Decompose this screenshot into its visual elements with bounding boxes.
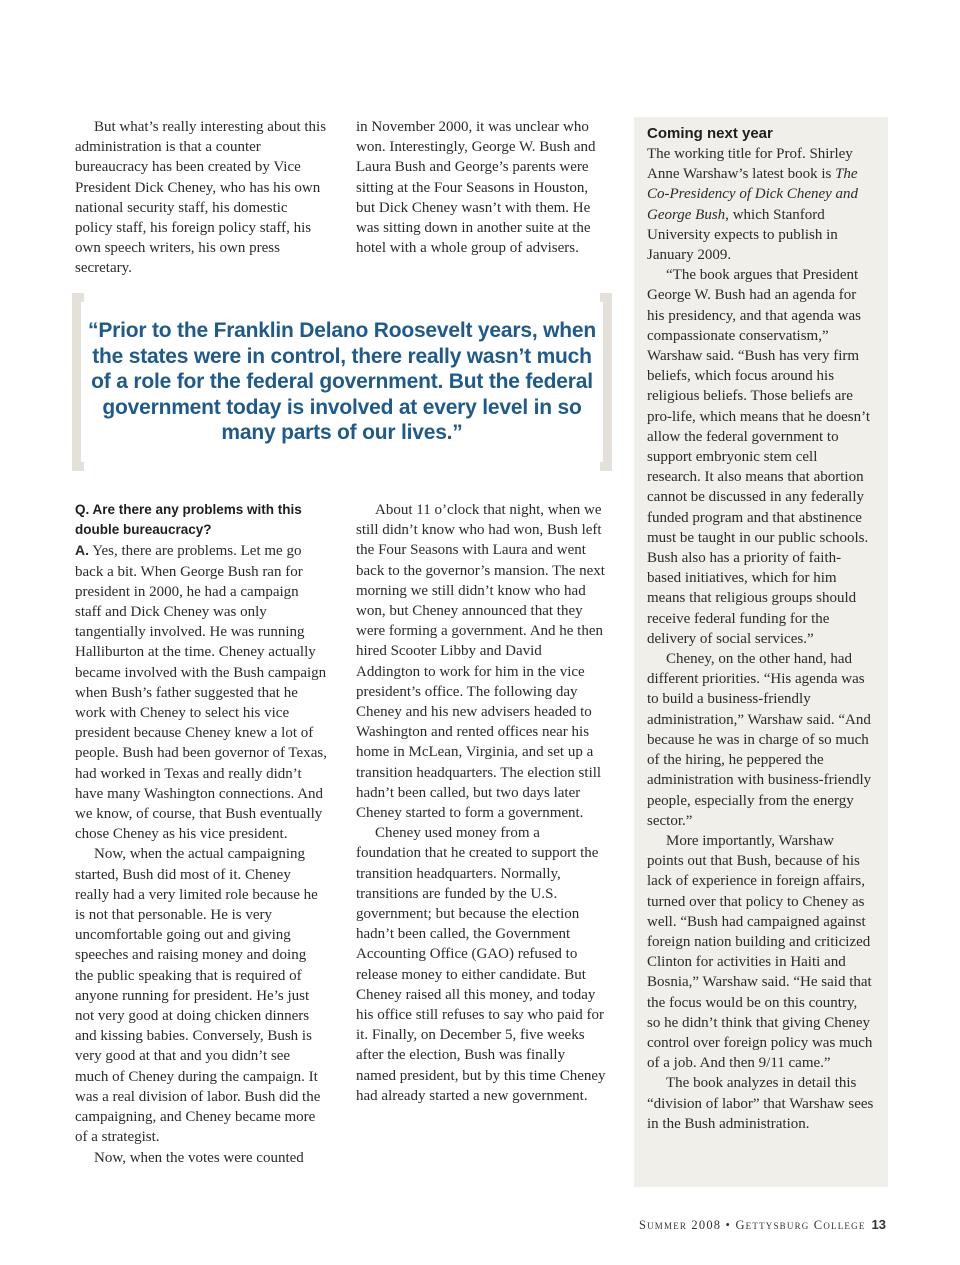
paragraph: Now, when the actual campaigning started, Bush did most of it. Cheney really had a very limited role because he is not that personable. He is very uncomfortable going out and giving speeches and raising money and doing the public speaking that is required of anyone running for president. He’s just not very good at doing chicken dinners and kissing babies. Conversely, Bush is very good at that and you didn’t see much of Cheney during the campaign. It was a real division of labor. Bush did the campaigning, and Cheney became more of a strategist. bbox=[75, 846, 321, 1146]
paragraph: “The book argues that President George W. Bush had an agenda for his presidency, and that agenda was compassionate conservatism,” Warshaw said. “Bush has very firm beliefs, which focus around his religious beliefs. Those beliefs are pro-life, which means that he doesn’t allow the federal government to support embryonic stem cell research. It also means that abortion cannot be discussed in any federally funded program and that abstinence must be taught in our public schools. Bush also has a priority of faith-based initiatives, which for him means that religious groups should receive federal funding for the delivery of social services.” bbox=[647, 267, 870, 647]
paragraph: The book analyzes in detail this “division of labor” that Warshaw sees in the Bush administration. bbox=[647, 1075, 874, 1132]
page-footer bbox=[639, 1217, 886, 1233]
sidebar-body bbox=[647, 144, 874, 1134]
sidebar-heading: Coming next year bbox=[647, 125, 773, 142]
text-run: which Stanford University expects to publish in January 2009. bbox=[647, 206, 838, 264]
paragraph: Now, when the votes were counted bbox=[94, 1149, 304, 1166]
sidebar-box bbox=[634, 117, 888, 1187]
right-bracket-decoration bbox=[600, 293, 612, 471]
paragraph bbox=[75, 540, 327, 844]
article-column-2-top bbox=[356, 117, 608, 258]
interview-question: Q. Are there any problems with this double bureaucracy? bbox=[75, 502, 302, 538]
book-title: The Co-Presidency of Dick Cheney and George Bush, bbox=[647, 166, 859, 223]
answer-text: Yes, there are problems. Let me go back a bit. When George Bush ran for president in 2000, he had a campaign staff and Dick Cheney was only tangentially involved. He was running Halliburton at the time. Cheney actually became involved with the Bush campaign when Bush’s father suggested that he work with Cheney to select his vice president because Cheney knew a lot of people. Bush had been governor of Texas, had worked in Texas and really didn’t have many Washington connections. And we know, of course, that Bush eventually chose Cheney as his vice president. bbox=[75, 543, 327, 843]
article-column-1-bottom bbox=[75, 500, 327, 1168]
article-column-2-bottom bbox=[356, 500, 608, 1106]
paragraph: More importantly, Warshaw points out that Bush, because of his lack of experience in foreign affairs, turned over that policy to Cheney as well. “Bush had campaigned against foreign nation building and criticized Clinton for activities in Haiti and Bosnia,” Warshaw said. “He said that the focus would be on this country, so he didn’t think that giving Cheney control over foreign policy was much of a job. And then 9/11 came.” bbox=[647, 832, 873, 1072]
paragraph bbox=[647, 144, 874, 265]
text-run: The working title for Prof. Shirley Anne Warshaw’s latest book is bbox=[647, 146, 853, 183]
footer-text: Summer 2008 • Gettysburg College bbox=[638, 1218, 866, 1232]
answer-label: A. bbox=[75, 542, 89, 559]
paragraph: Cheney used money from a foundation that he created to support the transition headquarters. Normally, transitions are funded by the U.S. government; but because the election hadn’t been called, the Government Accounting Office (GAO) refused to release money to either candidate. But Cheney raised all this money, and today his office still refuses to say who paid for it. Finally, on December 5, five weeks after the election, Bush was finally named president, but by this time Cheney had already started a new government. bbox=[356, 825, 606, 1104]
paragraph: About 11 o’clock that night, when we still didn’t know who had won, Bush left the Four Seasons with Laura and went back to the governor’s mansion. The next morning we still didn’t know who had won, but Cheney announced that they were forming a government. And he then hired Scooter Libby and David Addington to work for him in the vice president’s office. The following day Cheney and his new advisers headed to Washington and rented offices near his home in McLean, Virginia, and set up a transition headquarters. The election still hadn’t been called, but two days later Cheney started to form a government. bbox=[356, 502, 605, 822]
article-column-1-top bbox=[75, 117, 327, 279]
paragraph: in November 2000, it was unclear who won. Interestingly, George W. Bush and Laura Bush and George’s parents were sitting at the Four Seasons in Houston, but Dick Cheney wasn’t with them. He was sitting down in another suite at the hotel with a whole group of advisers. bbox=[356, 119, 596, 257]
page-number: 13 bbox=[871, 1217, 886, 1232]
paragraph: Cheney, on the other hand, had different priorities. “His agenda was to build a business-friendly administration,” Warshaw said. “And because he was in charge of so much of the hiring, he peppered the administration with business-friendly people, especially from the energy sector.” bbox=[647, 651, 872, 829]
pull-quote-text: “Prior to the Franklin Delano Roosevelt years, when the states were in control, there really wasn’t much of a role for the federal government. But the federal government today is involved at every level in so many parts of our lives.” bbox=[88, 319, 596, 444]
paragraph: But what’s really interesting about this administration is that a counter bureaucracy has been created by Vice President Dick Cheney, who has his own national security staff, his domestic policy staff, his foreign policy staff, his own speech writers, his own press secretary. bbox=[75, 119, 327, 277]
pull-quote bbox=[72, 293, 612, 471]
left-bracket-decoration bbox=[72, 293, 84, 471]
